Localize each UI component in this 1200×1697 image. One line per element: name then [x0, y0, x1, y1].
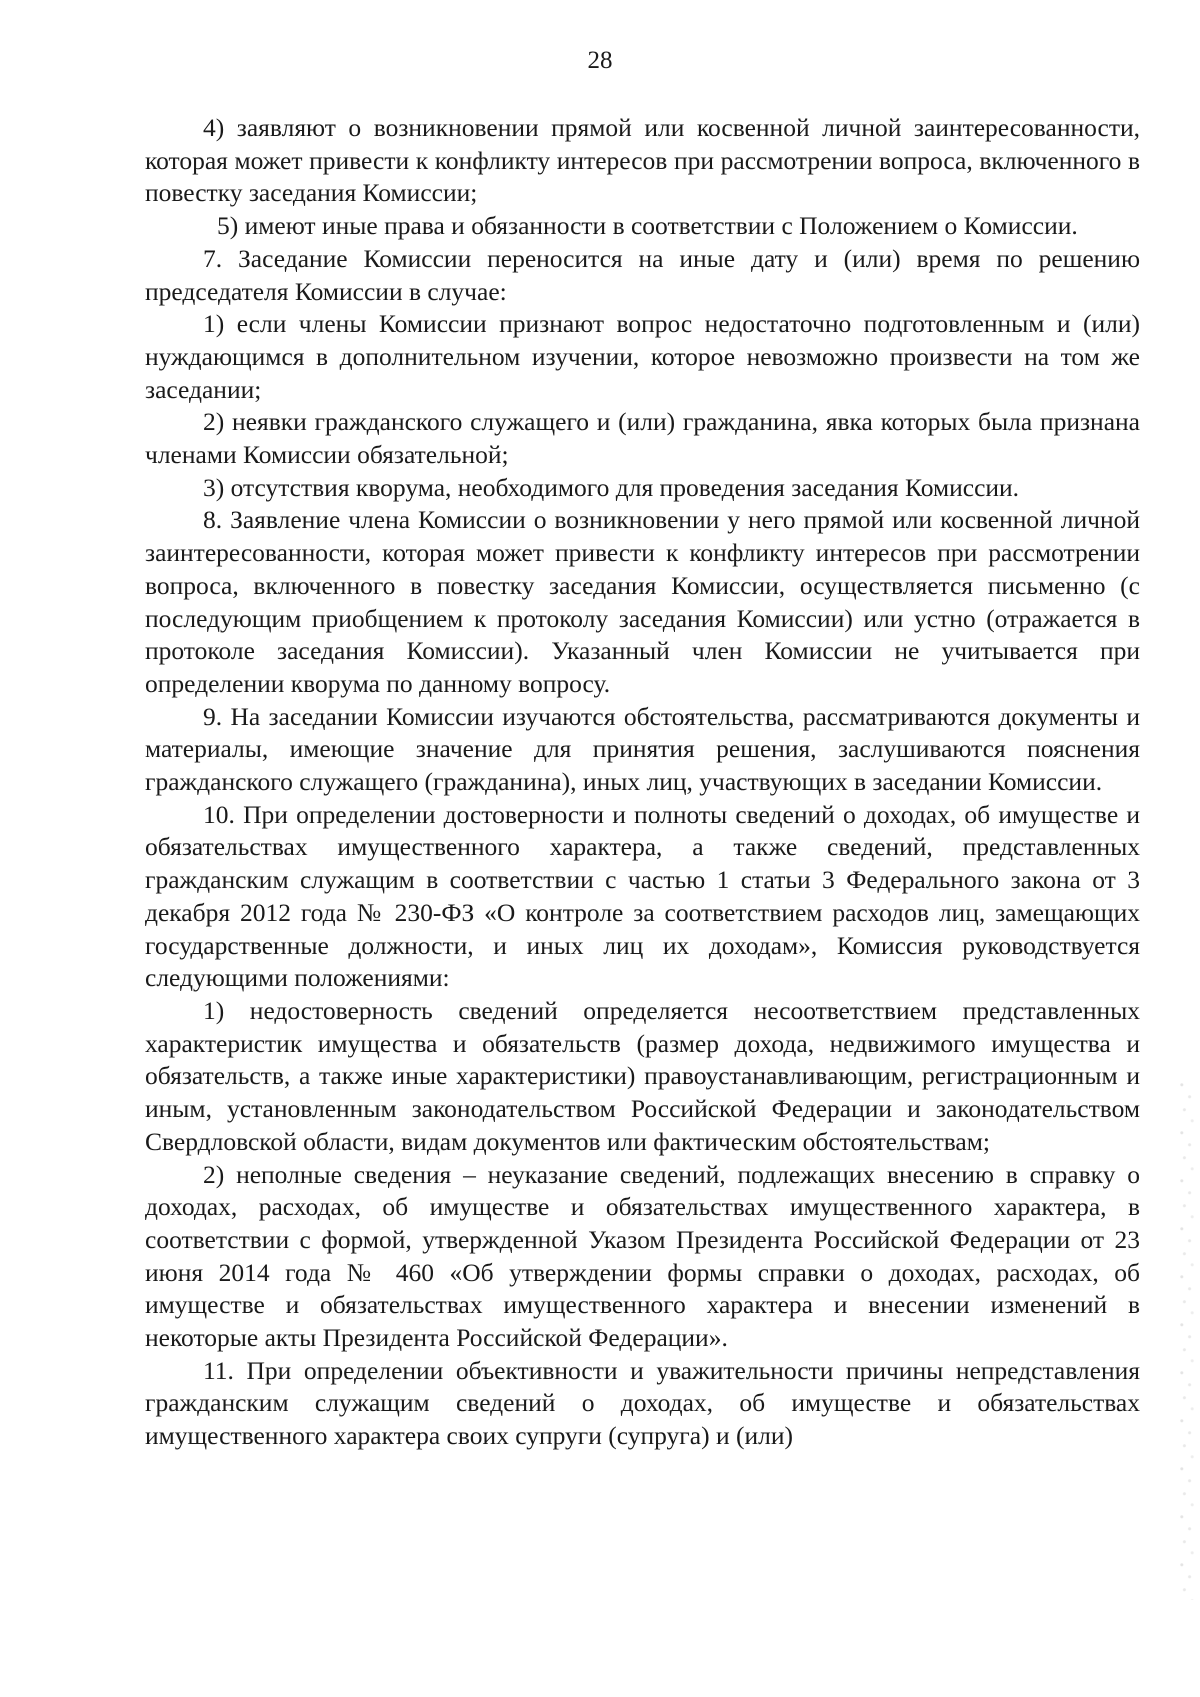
paragraph-section-10-item-1: 1) недостоверность сведений определяется несоответствием представленных характеристик имущества и обязательств (размер дохода, недвижимого имущества и обязательств, а также иные характеристики) правоустанавливающим, регистрационным и иным, установленным законодательством Российской Федерации и законодательством Свердловской области, видам документов или фактическим обстоятельствам;: [145, 995, 1140, 1156]
paragraph-item-5: 5) имеют иные права и обязанности в соответствии с Положением о Комиссии.: [217, 211, 1078, 241]
paragraph-section-8: 8. Заявление члена Комиссии о возникновении у него прямой или косвенной личной заинтересованности, которая может привести к конфликту интересов при рассмотрении вопроса, включенного в повестку заседания Комиссии, осуществляется письменно (с последующим приобщением к протоколу заседания Комиссии) или устно (отражается в протоколе заседания Комиссии). Указанный член Комиссии не учитывается при определении кворума по данному вопросу.: [145, 505, 1140, 698]
paragraph-section-10: 10. При определении достоверности и полноты сведений о доходах, об имуществе и обязательствах имущественного характера, а также сведений, представленных гражданским служащим в соответствии с частью 1 статьи 3 Федерального закона от 3 декабря 2012 года № 230-ФЗ «О контроле за соответствием расходов лиц, замещающих государственные должности, и иных лиц их доходам», Комиссия руководствуется следующими положениями:: [145, 799, 1140, 993]
document-body: [145, 112, 1140, 1453]
page-number: 28: [587, 47, 613, 74]
paragraph-section-7-item-3: 3) отсутствия кворума, необходимого для проведения заседания Комиссии.: [203, 472, 1020, 502]
paragraph-item-4: 4) заявляют о возникновении прямой или косвенной личной заинтересованности, которая может привести к конфликту интересов при рассмотрении вопроса, включенного в повестку заседания Комиссии;: [145, 113, 1140, 208]
paragraph-section-7-item-1: 1) если члены Комиссии признают вопрос недостаточно подготовленным и (или) нуждающимся в дополнительном изучении, которое невозможно произвести на том же заседании;: [145, 309, 1140, 404]
paragraph-section-7: 7. Заседание Комиссии переносится на иные дату и (или) время по решению председателя Комиссии в случае:: [145, 243, 1140, 306]
scan-edge-noise: [1174, 1080, 1200, 1600]
paragraph-section-7-item-2: 2) неявки гражданского служащего и (или) гражданина, явка которых была признана членами Комиссии обязательной;: [145, 407, 1140, 470]
paragraph-section-11: 11. При определении объективности и уважительности причины непредставления гражданским служащим сведений о доходах, об имуществе и обязательствах имущественного характера своих супруги (супруга) и (или): [145, 1355, 1140, 1451]
paragraph-section-9: 9. На заседании Комиссии изучаются обстоятельства, рассматриваются документы и материалы, имеющие значение для принятия решения, заслушиваются пояснения гражданского служащего (гражданина), иных лиц, участвующих в заседании Комиссии.: [145, 701, 1140, 797]
paragraph-section-10-item-2: 2) неполные сведения – неуказание сведений, подлежащих внесению в справку о доходах, расходах, об имуществе и обязательствах имущественного характера, в соответствии с формой, утвержденной Указом Президента Российской Федерации от 23 июня 2014 года № 460 «Об утверждении формы справки о доходах, расходах, об имуществе и обязательствах имущественного характера и внесении изменений в некоторые акты Президента Российской Федерации».: [145, 1159, 1140, 1353]
